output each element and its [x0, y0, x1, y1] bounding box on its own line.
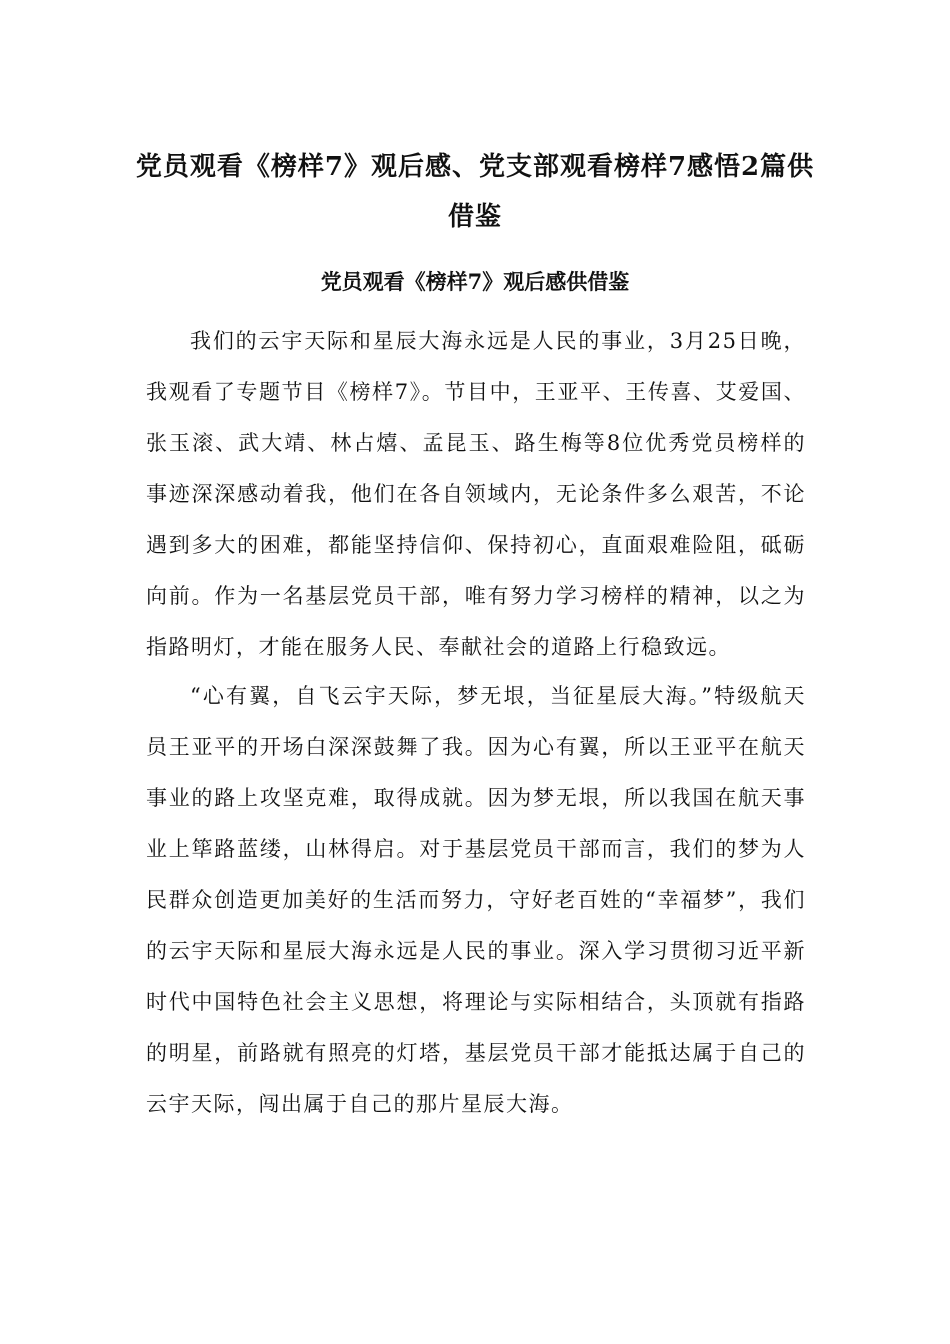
body-paragraph-1: 我们的云宇天际和星辰大海永远是人民的事业，3月25日晚，我观看了专题节目《榜样7》。节目中，王亚平、王传喜、艾爱国、张玉滚、武大靖、林占熺、孟昆玉、路生梅等8位优秀党员榜样的事迹深深感动着我，他们在各自领域内，无论条件多么艰苦，不论遇到多大的困难，都能坚持信仰、保持初心，直面艰难险阻，砥砺向前。作为一名基层党员干部，唯有努力学习榜样的精神，以之为指路明灯，才能在服务人民、奉献社会的道路上行稳致远。	[146, 329, 806, 659]
body-paragraph-2: “心有翼，自飞云宇天际，梦无垠，当征星辰大海。”特级航天员王亚平的开场白深深鼓舞了我。因为心有翼，所以王亚平在航天事业的路上攻坚克难，取得成就。因为梦无垠，所以我国在航天事业上筚路蓝缕，山林得启。对于基层党员干部而言，我们的梦为人民群众创造更加美好的生活而努力，守好老百姓的“幸福梦”，我们的云宇天际和星辰大海永远是人民的事业。深入学习贯彻习近平新时代中国特色社会主义思想，将理论与实际相结合，头顶就有指路的明星，前路就有照亮的灯塔，基层党员干部才能抵达属于自己的云宇天际，闯出属于自己的那片星辰大海。	[146, 684, 806, 1116]
section-subtitle: 党员观看《榜样7》观后感供借鉴	[320, 269, 630, 294]
document-title: 党员观看《榜样7》观后感、党支部观看榜样7感悟2篇供借鉴	[135, 152, 815, 232]
